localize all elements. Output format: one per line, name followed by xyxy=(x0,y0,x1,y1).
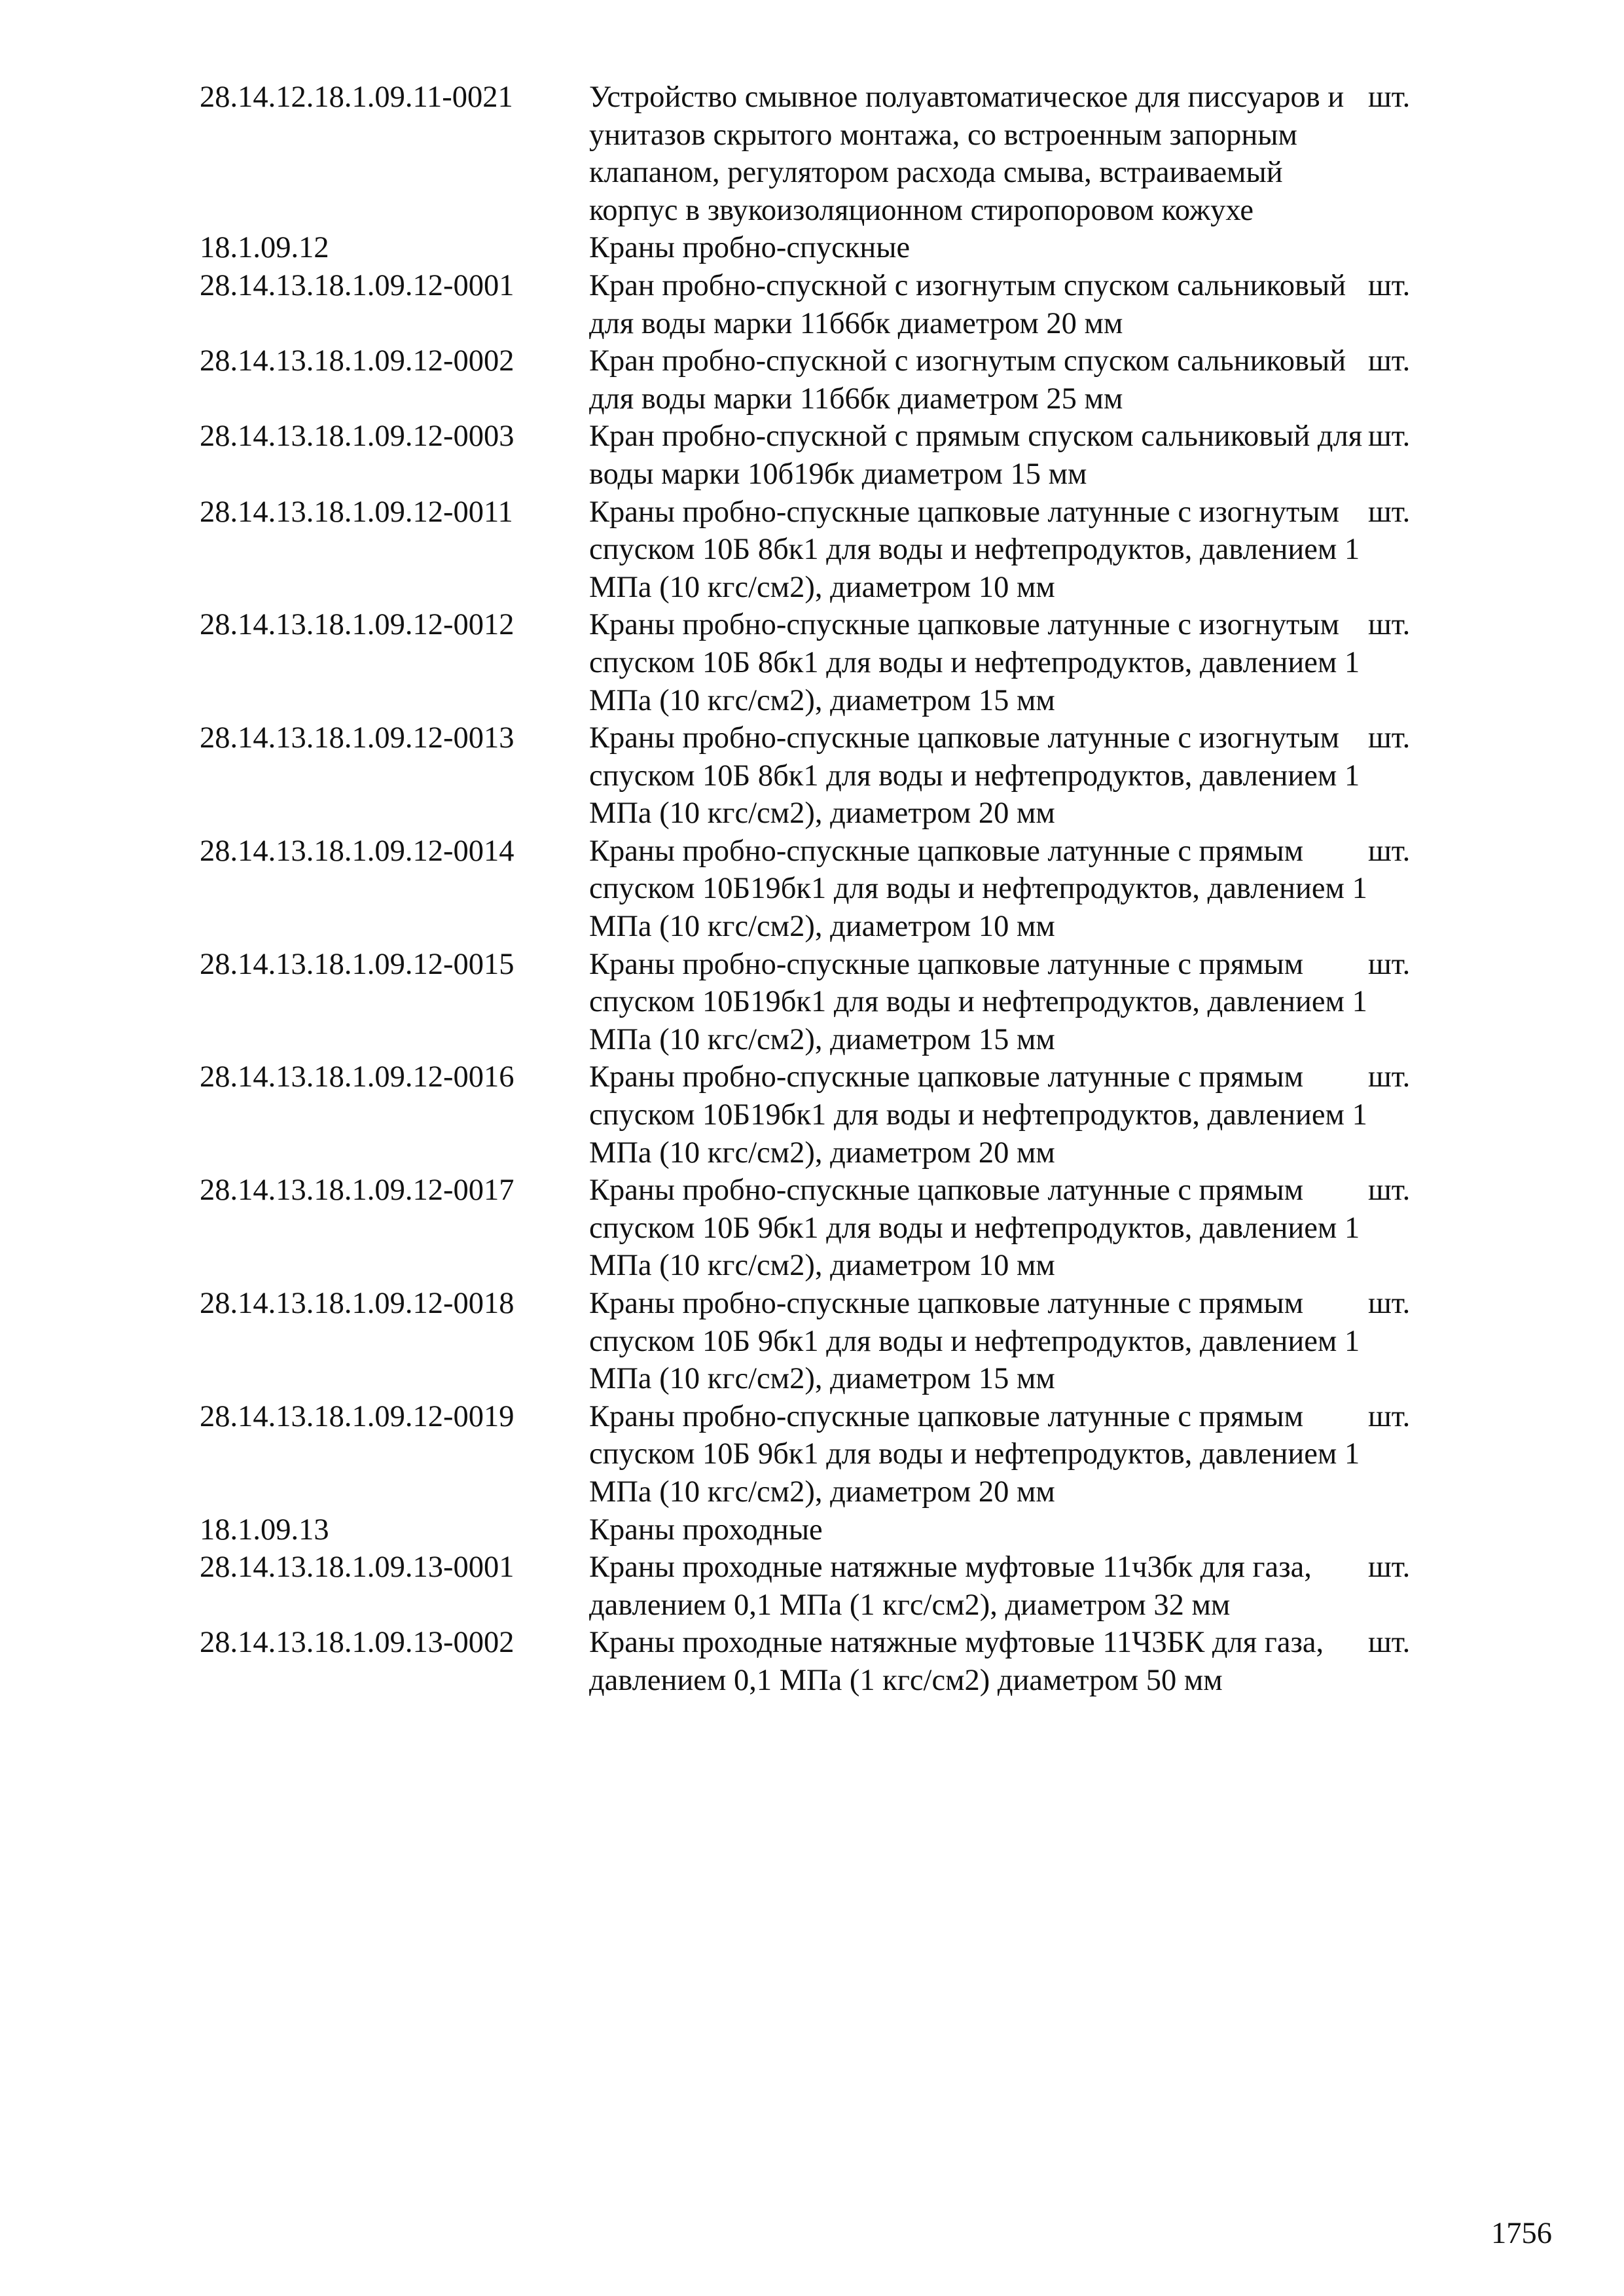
page-number: 1756 xyxy=(1491,2217,1552,2250)
item-unit: шт. xyxy=(1368,1399,1411,1433)
section-row xyxy=(200,229,1443,267)
item-unit: шт. xyxy=(1368,420,1411,454)
section-code: 18.1.09.12 xyxy=(200,231,329,265)
item-unit: шт. xyxy=(1368,1551,1411,1585)
item-unit: шт. xyxy=(1368,1287,1411,1320)
item-name: Краны пробно-спускные цапковые латунные с прямым спуском 10Б 9бк1 для воды и нефтепродуктов, давлением 1 МПа (10 кгс/см2), диаметром 10 мм xyxy=(589,1174,1360,1283)
item-code: 28.14.13.18.1.09.12-0017 xyxy=(200,1174,514,1208)
section-row xyxy=(200,1511,1443,1549)
item-name: Краны пробно-спускные цапковые латунные с прямым спуском 10Б 9бк1 для воды и нефтепродуктов, давлением 1 МПа (10 кгс/см2), диаметром 20 мм xyxy=(589,1399,1360,1509)
table-row xyxy=(200,1549,1443,1624)
table-row xyxy=(200,267,1443,342)
item-code: 28.14.13.18.1.09.12-0011 xyxy=(200,495,513,529)
item-code: 28.14.13.18.1.09.12-0012 xyxy=(200,608,514,642)
table-row xyxy=(200,418,1443,493)
document-table xyxy=(200,79,1443,1700)
item-unit: шт. xyxy=(1368,721,1411,755)
item-name: Краны проходные натяжные муфтовые 11ч3бк для газа, давлением 0,1 МПа (1 кгс/см2), диаметром 32 мм xyxy=(589,1551,1312,1622)
item-unit: шт. xyxy=(1368,608,1411,642)
table-row xyxy=(200,833,1443,946)
item-code: 28.14.13.18.1.09.13-0002 xyxy=(200,1626,514,1660)
item-name: Краны пробно-спускные цапковые латунные с изогнутым спуском 10Б 8бк1 для воды и нефтепродуктов, давлением 1 МПа (10 кгс/см2), диаметром 20 мм xyxy=(589,721,1360,831)
item-code: 28.14.12.18.1.09.11-0021 xyxy=(200,81,513,114)
table-row xyxy=(200,1058,1443,1172)
table-row xyxy=(200,719,1443,833)
item-name: Краны пробно-спускные цапковые латунные с прямым спуском 10Б19бк1 для воды и нефтепродуктов, давлением 1 МПа (10 кгс/см2), диаметром 10 мм xyxy=(589,834,1367,944)
item-code: 28.14.13.18.1.09.12-0002 xyxy=(200,344,514,378)
item-unit: шт. xyxy=(1368,947,1411,981)
item-name: Кран пробно-спускной с прямым спуском сальниковый для воды марки 10б19бк диаметром 15 мм xyxy=(589,420,1363,491)
item-name: Краны пробно-спускные цапковые латунные с прямым спуском 10Б 9бк1 для воды и нефтепродуктов, давлением 1 МПа (10 кгс/см2), диаметром 15 мм xyxy=(589,1287,1360,1396)
section-code: 18.1.09.13 xyxy=(200,1513,329,1547)
table-row xyxy=(200,1172,1443,1285)
table-row xyxy=(200,1285,1443,1398)
item-code: 28.14.13.18.1.09.12-0001 xyxy=(200,268,514,302)
item-name: Краны пробно-спускные цапковые латунные с прямым спуском 10Б19бк1 для воды и нефтепродуктов, давлением 1 МПа (10 кгс/см2), диаметром 15 мм xyxy=(589,947,1367,1056)
table-row xyxy=(200,1624,1443,1699)
table-row xyxy=(200,1398,1443,1511)
item-name: Устройство смывное полуавтоматическое для писсуаров и унитазов скрытого монтажа, со встроенным запорным клапаном, регулятором расхода смыва, встраиваемый корпус в звукоизоляционном стиропоровом кожухе xyxy=(589,81,1344,227)
item-code: 28.14.13.18.1.09.13-0001 xyxy=(200,1551,514,1585)
item-unit: шт. xyxy=(1368,344,1411,378)
item-code: 28.14.13.18.1.09.12-0016 xyxy=(200,1060,514,1094)
item-name: Краны пробно-спускные цапковые латунные с прямым спуском 10Б19бк1 для воды и нефтепродуктов, давлением 1 МПа (10 кгс/см2), диаметром 20 мм xyxy=(589,1060,1367,1170)
table-row xyxy=(200,946,1443,1059)
item-code: 28.14.13.18.1.09.12-0019 xyxy=(200,1399,514,1433)
item-unit: шт. xyxy=(1368,834,1411,868)
table-row xyxy=(200,79,1443,229)
item-name: Кран пробно-спускной с изогнутым спуском сальниковый для воды марки 11б6бк диаметром 25 мм xyxy=(589,344,1346,416)
table-row xyxy=(200,606,1443,719)
item-unit: шт. xyxy=(1368,1174,1411,1208)
item-unit: шт. xyxy=(1368,81,1411,114)
section-title: Краны пробно-спускные xyxy=(589,231,911,265)
section-title: Краны проходные xyxy=(589,1513,823,1547)
item-code: 28.14.13.18.1.09.12-0014 xyxy=(200,834,514,868)
item-name: Краны пробно-спускные цапковые латунные с изогнутым спуском 10Б 8бк1 для воды и нефтепродуктов, давлением 1 МПа (10 кгс/см2), диаметром 10 мм xyxy=(589,495,1360,604)
item-unit: шт. xyxy=(1368,1060,1411,1094)
item-unit: шт. xyxy=(1368,1626,1411,1660)
item-name: Краны пробно-спускные цапковые латунные с изогнутым спуском 10Б 8бк1 для воды и нефтепродуктов, давлением 1 МПа (10 кгс/см2), диаметром 15 мм xyxy=(589,608,1360,717)
item-unit: шт. xyxy=(1368,495,1411,529)
item-code: 28.14.13.18.1.09.12-0003 xyxy=(200,420,514,454)
item-name: Краны проходные натяжные муфтовые 11Ч3БК для газа, давлением 0,1 МПа (1 кгс/см2) диаметром 50 мм xyxy=(589,1626,1324,1697)
item-code: 28.14.13.18.1.09.12-0013 xyxy=(200,721,514,755)
item-unit: шт. xyxy=(1368,268,1411,302)
item-code: 28.14.13.18.1.09.12-0018 xyxy=(200,1287,514,1320)
item-name: Кран пробно-спускной с изогнутым спуском сальниковый для воды марки 11б6бк диаметром 20 мм xyxy=(589,268,1346,340)
item-code: 28.14.13.18.1.09.12-0015 xyxy=(200,947,514,981)
table-row xyxy=(200,342,1443,418)
table-row xyxy=(200,493,1443,607)
